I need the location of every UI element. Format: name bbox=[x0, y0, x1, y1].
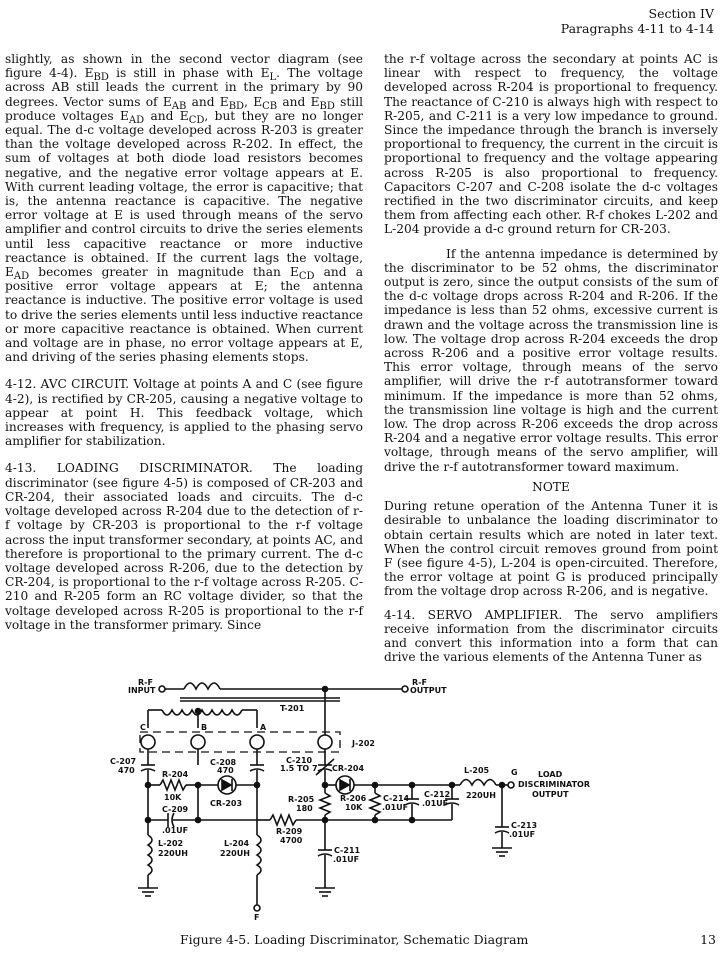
paragraph-4-12-avc-circuit: 4-12. AVC CIRCUIT. Voltage at points A and C (see figure 4-2), is rectified by CR-205, causing a negative voltage to appear at point H. This feedback voltage, which increases with frequency, is applied to the phasing servo amplifier for stabilization. bbox=[5, 377, 363, 449]
label-c208: C-208 bbox=[210, 758, 237, 767]
inductor-l202 bbox=[138, 820, 158, 896]
label-c210: C-210 bbox=[286, 756, 313, 765]
label-c209: C-209 bbox=[162, 805, 189, 814]
label-t201: T-201 bbox=[280, 704, 305, 713]
diode-cr203 bbox=[198, 776, 260, 794]
note-title: NOTE bbox=[532, 479, 570, 494]
svg-text:INPUT: INPUT bbox=[128, 686, 156, 695]
paragraph-4-13-continued: the r-f voltage across the secondary at points AC is linear with respect to frequency, the voltage developed across R-204 is proportional to frequency. The reactance of C-210 is always high with respect to R-205, and C-211 is a very low impedance to ground. Since the impedance through the branch is inversely proportional to frequency, the current in the circuit is proportional to frequency and the voltage appearing across R-205 is also proportional to frequency. Capacitors C-207 and C-208 isolate the d-c voltages rectified in the two discriminator circuits, and keep them from affecting each other. R-f chokes L-202 and L-204 provide a d-c ground return for CR-203. bbox=[384, 52, 718, 237]
capacitor-c208 bbox=[250, 749, 264, 785]
label-point-f: F bbox=[254, 913, 260, 920]
svg-text:1.5 TO 7: 1.5 TO 7 bbox=[280, 764, 318, 773]
label-l202: L-202 bbox=[158, 839, 184, 848]
label-rf-input: R-F bbox=[138, 678, 153, 687]
figure-caption: Figure 4-5. Loading Discriminator, Schematic Diagram bbox=[180, 932, 529, 947]
svg-text:180: 180 bbox=[296, 804, 313, 813]
svg-text:470: 470 bbox=[217, 766, 234, 775]
paragraph-4-14-servo-amplifier: 4-14. SERVO AMPLIFIER. The servo amplifiers receive information from the discriminator circuits and convert this information into a form that can drive the various elements of the Antenna Tuner as bbox=[384, 607, 718, 665]
right-column bbox=[384, 52, 718, 664]
schematic-labels bbox=[110, 678, 590, 920]
resistor-r204 bbox=[146, 780, 201, 790]
resistor-r206 bbox=[370, 785, 380, 823]
label-point-c: C bbox=[140, 723, 146, 732]
resistor-r205 bbox=[320, 785, 330, 820]
page-header bbox=[561, 6, 714, 36]
paragraphs-range: Paragraphs 4-11 to 4-14 bbox=[560, 21, 714, 36]
capacitor-c209 bbox=[146, 813, 258, 827]
svg-text:10K: 10K bbox=[164, 793, 182, 802]
resistor-r209 bbox=[257, 815, 328, 825]
label-r205: R-205 bbox=[288, 795, 315, 804]
svg-text:220UH: 220UH bbox=[466, 791, 496, 800]
svg-text:.01UF: .01UF bbox=[333, 855, 360, 864]
label-rf-output: R-F bbox=[412, 678, 427, 687]
label-l205: L-205 bbox=[464, 766, 490, 775]
label-load-discriminator-output: LOAD bbox=[538, 770, 563, 779]
inductor-l204 bbox=[254, 820, 261, 911]
capacitor-c207 bbox=[141, 749, 155, 785]
label-c212: C-212 bbox=[424, 790, 451, 799]
diode-cr204 bbox=[325, 776, 378, 794]
label-c207: C-207 bbox=[110, 757, 137, 766]
schematic-diagram bbox=[100, 660, 620, 920]
rf-line bbox=[159, 683, 408, 692]
svg-text:.01UF: .01UF bbox=[509, 830, 536, 839]
left-column bbox=[5, 52, 363, 632]
note-body: During retune operation of the Antenna Tuner it is desirable to unbalance the loading discriminator to obtain certain results which are noted in later text. When the control circuit removes ground from point F (see figure 4-5), L-204 is open-circuited. Therefore, the error voltage at point G is produced principally from the voltage drop across R-206, and is negative. bbox=[384, 499, 718, 599]
svg-text:DISCRIMINATOR: DISCRIMINATOR bbox=[518, 780, 591, 789]
label-r209: R-209 bbox=[276, 827, 303, 836]
svg-text:4700: 4700 bbox=[280, 836, 303, 845]
svg-text:OUTPUT: OUTPUT bbox=[532, 790, 569, 799]
label-cr204: CR-204 bbox=[332, 764, 365, 773]
svg-text:.01UF: .01UF bbox=[422, 799, 449, 808]
label-point-a: A bbox=[260, 723, 267, 732]
label-point-b: B bbox=[201, 723, 208, 732]
section-label: Section IV bbox=[648, 6, 714, 21]
label-cr203: CR-203 bbox=[210, 799, 243, 808]
capacitor-c211 bbox=[315, 820, 335, 896]
label-c213: C-213 bbox=[511, 821, 538, 830]
svg-text:.01UF: .01UF bbox=[382, 803, 409, 812]
paragraph-4-11-continued: slightly, as shown in the second vector diagram (see figure 4-4). $E_{BD}$ is still in phase with $E_L$. The voltage across AB still leads the current in the primary by 90 degrees. Vector sums of $E_{AB}$ and $E_{BD}$, $E_{CB}$ and $E_{BD}$ still produce voltages $E_{AD}$ and $E_{CD}$, but they are no longer equal. The d-c voltage developed across R-203 is greater than the voltage developed across R-202. In effect, the sum of voltages at both diode load resistors becomes negative, and the negative error voltage appears at E. With current leading voltage, the error is capacitive; that is, the antenna reactance is capacitive. The negative error voltage at E is used through means of the servo amplifier and control circuits to drive the series elements until less capacitive reactance or more inductive reactance is obtained. If the current lags the voltage, $E_{AD}$ becomes greater in magnitude than $E_{CD}$ and a positive error voltage appears at E; the antenna reactance is inductive. The positive error voltage is used to drive the series elements until less inductive reactance or more capacitive reactance is obtained. When current and voltage are in phase, no error voltage appears at E, and driving of the series phasing elements stops. bbox=[5, 52, 363, 365]
svg-text:470: 470 bbox=[118, 766, 135, 775]
label-j202: J-202 bbox=[352, 739, 375, 748]
label-c211: C-211 bbox=[334, 846, 361, 855]
transformer-t201 bbox=[148, 698, 340, 728]
paragraph-4-13-loading-discriminator: 4-13. LOADING DISCRIMINATOR. The loading discriminator (see figure 4-5) is composed of CR-203 and CR-204, their associated loads and circuits. The d-c voltage developed across R-204 due to the detection of r-f voltage by CR-203 is proportional to the r-f voltage across the input transformer secondary, at points AC, and therefore is proportional to the primary current. The d-c voltage developed across R-206, due to the detection by CR-204, is proportional to the r-f voltage across R-205. C-210 and R-205 form an RC voltage divider, so that the voltage developed across R-205 is proportional to the r-f voltage in the transformer primary. Since bbox=[5, 461, 363, 632]
svg-text:10K: 10K bbox=[345, 803, 363, 812]
svg-text:OUTPUT: OUTPUT bbox=[410, 686, 447, 695]
paragraph-impedance: If the antenna impedance is determined by the discriminator to be 52 ohms, the discriminator output is zero, since the output consists of the sum of the d-c voltage drops across R-204 and R-206. If the impedance is less than 52 ohms, excessive current is drawn and the voltage across the transmission line is low. The voltage drop across R-204 exceeds the drop across R-206 and a positive error voltage results. This error voltage, through means of the servo amplifier, will drive the r-f autotransformer toward minimum. If the impedance is more than 52 ohms, the transmission line voltage is high and the current low. The drop across R-206 exceeds the drop across R-204 and a negative error voltage results. This error voltage, through means of the servo amplifier, will drive the r-f autotransformer toward maximum. bbox=[384, 246, 718, 474]
label-r204: R-204 bbox=[162, 770, 189, 779]
label-l204: L-204 bbox=[224, 839, 250, 848]
label-r206: R-206 bbox=[340, 794, 367, 803]
svg-text:220UH: 220UH bbox=[220, 849, 250, 858]
svg-text:220UH: 220UH bbox=[158, 849, 188, 858]
svg-text:.01UF: .01UF bbox=[162, 826, 189, 835]
label-point-g: G bbox=[511, 768, 518, 777]
label-c214: C-214 bbox=[383, 794, 410, 803]
page-number: 13 bbox=[700, 932, 716, 947]
inductor-l205 bbox=[452, 780, 514, 789]
